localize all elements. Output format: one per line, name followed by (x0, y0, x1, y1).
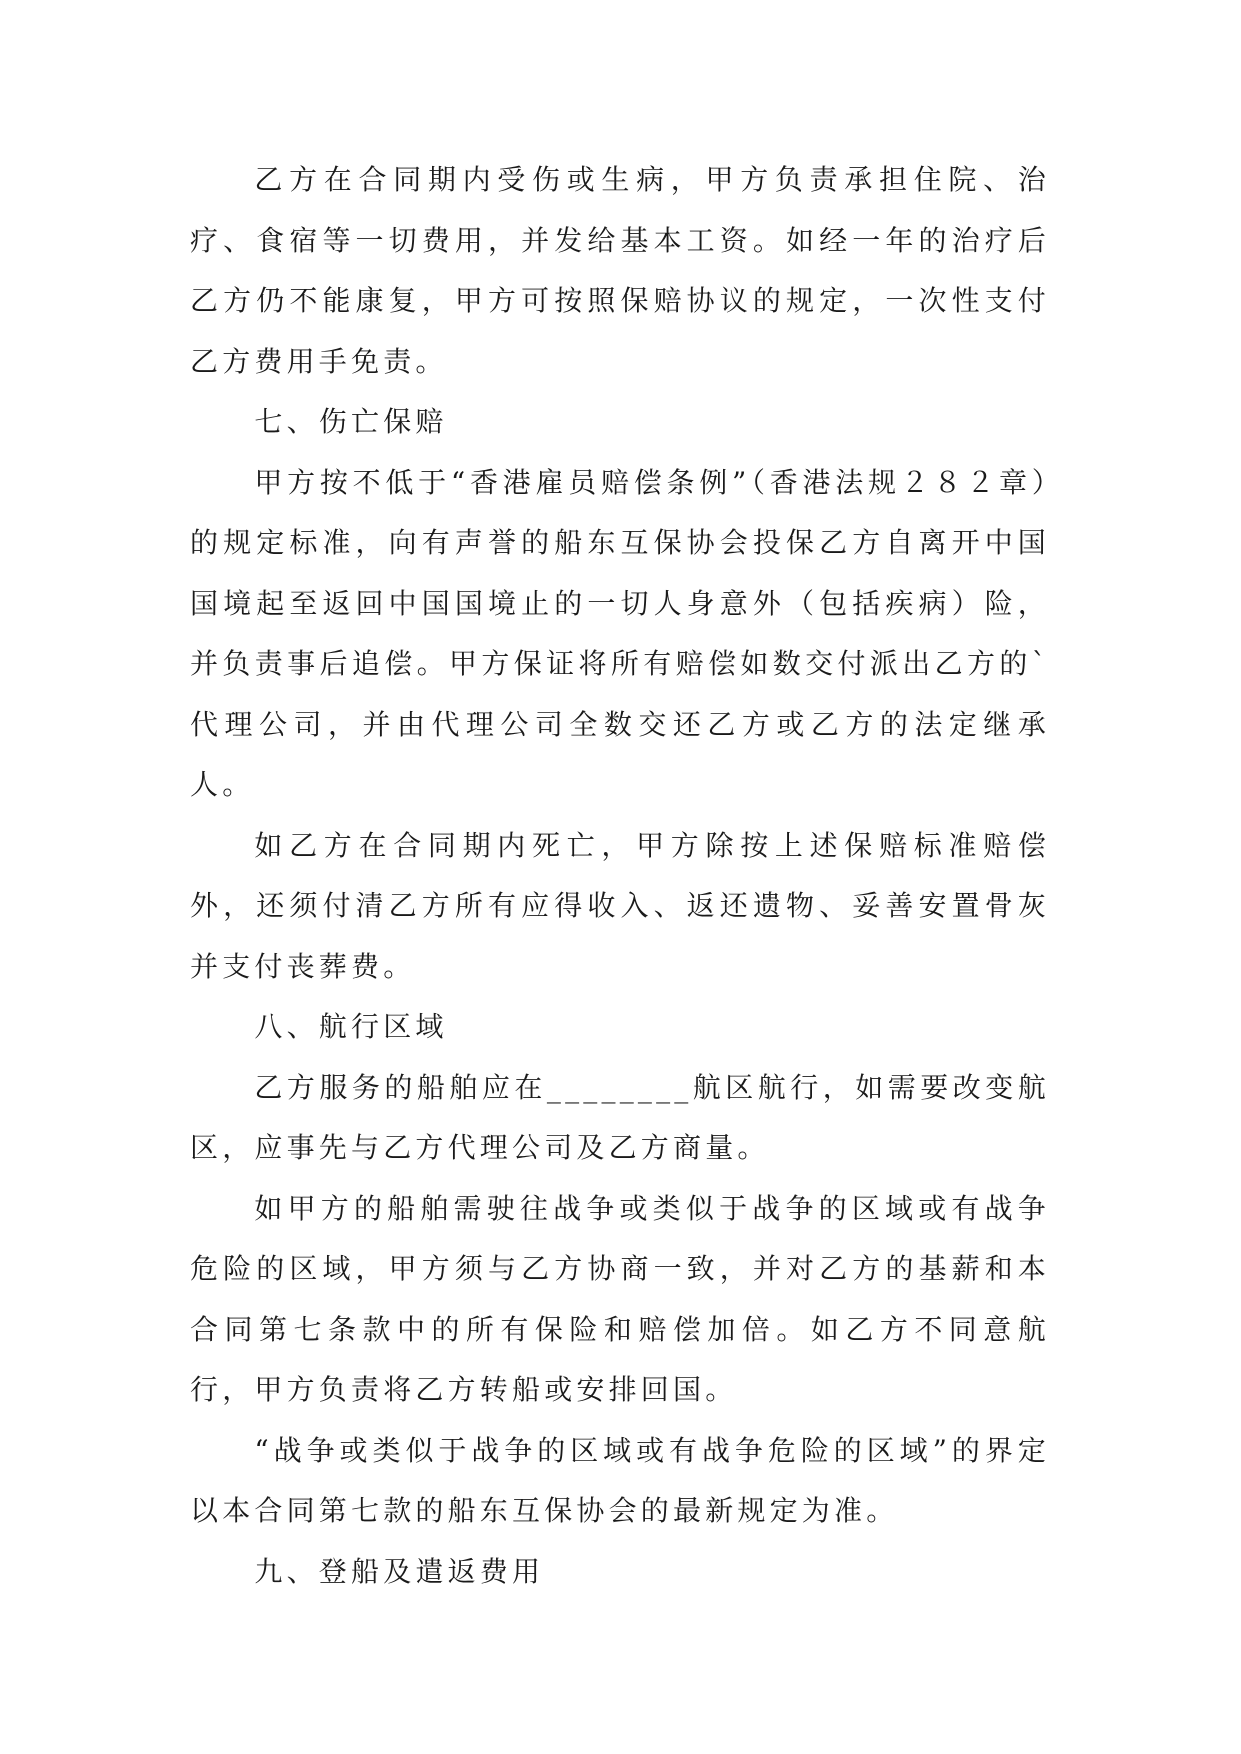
section-heading-7: 七、伤亡保赔 (254, 405, 448, 438)
paragraph-war-zone-definition: “战争或类似于战争的区域或有战争危险的区域”的界定以本合同第七款的船东互保协会的最新规定为准。 (190, 1433, 1050, 1527)
paragraph-insurance: 甲方按不低于“香港雇员赔偿条例”（香港法规２８２章）的规定标准，向有声誉的船东互保协会投保乙方自离开中国国境起至返回中国国境止的一切人身意外（包括疾病）险，并负责事后追偿。甲方保证将所有赔偿如数交付派出乙方的`代理公司，并由代理公司全数交还乙方或乙方的法定继承人。 (190, 465, 1050, 801)
paragraph-death: 如乙方在合同期内死亡，甲方除按上述保赔标准赔偿外，还须付清乙方所有应得收入、返还遗物、妥善安置骨灰并支付丧葬费。 (190, 828, 1050, 983)
section-heading-9: 九、登船及遣返费用 (254, 1554, 545, 1588)
paragraph-war-zone: 如甲方的船舶需驶往战争或类似于战争的区域或有战争危险的区域，甲方须与乙方协商一致，并对乙方的基薪和本合同第七条款中的所有保险和赔偿加倍。如乙方不同意航行，甲方负责将乙方转船或安排回国。 (190, 1191, 1050, 1406)
paragraph-navigation-area: 乙方服务的船舶应在________航区航行，如需要改变航区，应事先与乙方代理公司及乙方商量。 (190, 1070, 1050, 1164)
section-heading-8: 八、航行区域 (254, 1010, 448, 1043)
document-page (190, 150, 1050, 1602)
paragraph-injury-illness: 乙方在合同期内受伤或生病，甲方负责承担住院、治疗、食宿等一切费用，并发给基本工资。如经一年的治疗后乙方仍不能康复，甲方可按照保赔协议的规定，一次性支付乙方费用手免责。 (190, 163, 1050, 378)
